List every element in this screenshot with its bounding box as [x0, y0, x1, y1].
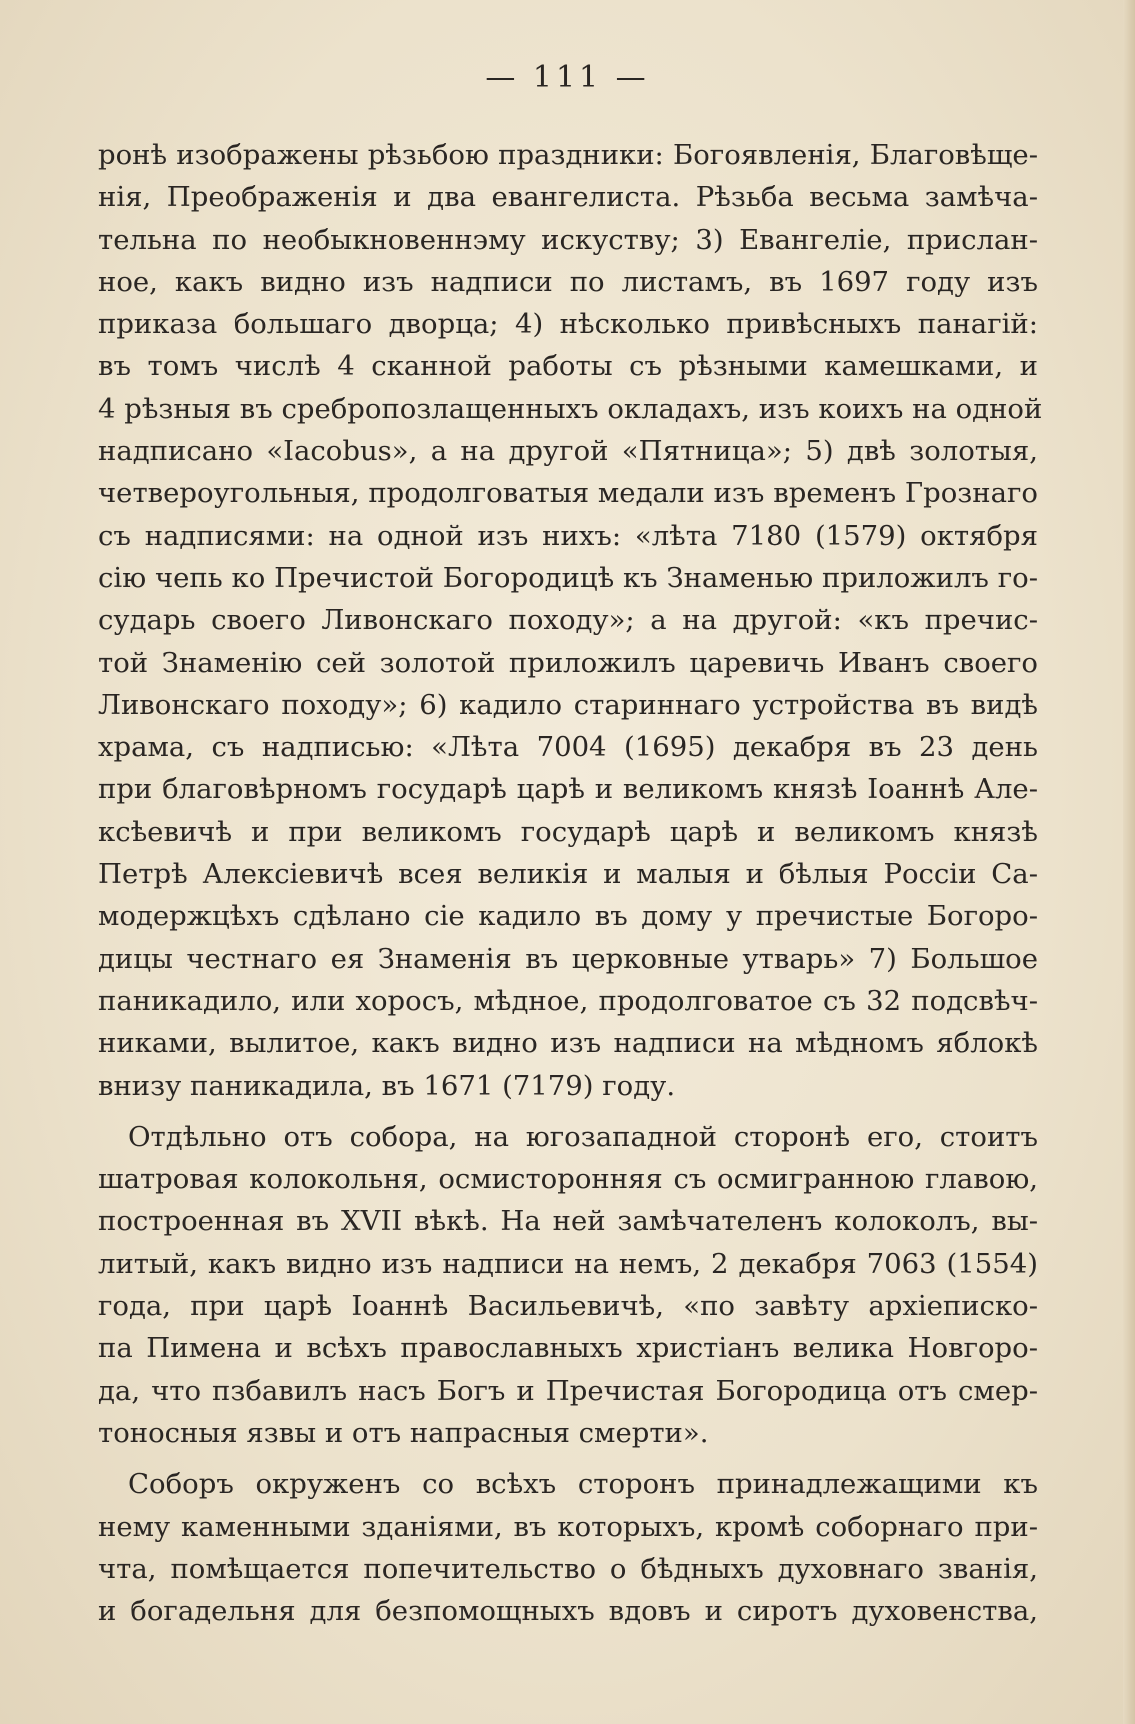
text-line: надписано «Iacobus», а на другой «Пятница»; 5) двѣ золотыя, [98, 435, 1038, 468]
text-line: чта, помѣщается попечительство о бѣдныхъ духовнаго званія, [98, 1552, 1038, 1585]
text-line: ронѣ изображены рѣзьбою праздники: Богоявленія, Благовѣще- [98, 139, 1038, 171]
text-line: храма, съ надписью: «Лѣта 7004 (1695) декабря въ 23 день [98, 731, 1038, 764]
body-text [98, 134, 1043, 1632]
text-line: Ливонскаго походу»; 6) кадило стариннаго устройства въ видѣ [98, 688, 1038, 721]
text-line: нія, Преображенія и два евангелиста. Рѣзьба весьма замѣча- [98, 181, 1038, 214]
text-line: той Знаменію сей золотой приложилъ царевичь Иванъ своего [98, 646, 1038, 679]
paragraph [98, 1463, 1038, 1632]
text-line: шатровая колокольня, осмисторонняя съ осмигранною главою, [98, 1163, 1038, 1196]
text-line: Соборъ окруженъ со всѣхъ сторонъ принадлежащими къ [128, 1468, 1038, 1501]
text-line: Отдѣльно отъ собора, на югозападной сторонѣ его, стоитъ [128, 1120, 1038, 1153]
text-line: литый, какъ видно изъ надписи на немъ, 2 декабря 7063 (1554) [98, 1247, 1038, 1280]
text-line: никами, вылитое, какъ видно изъ надписи на мѣдномъ яблокѣ [98, 1027, 1038, 1060]
text-line: па Пимена и всѣхъ православныхъ христіанъ велика Новгоро- [98, 1332, 1038, 1365]
text-line: 4 рѣзныя въ сребропозлащенныхъ окладахъ, изъ коихъ на одной [98, 392, 1043, 425]
text-line: паникадило, или хоросъ, мѣдное, продолговатое съ 32 подсвѣч- [98, 984, 1038, 1017]
text-line: да, что пзбавилъ насъ Богъ и Пречистая Богородица отъ смер- [98, 1374, 1038, 1407]
text-line: тоносныя язвы и отъ напрасныя смерти». [98, 1416, 709, 1449]
text-line: ксѣевичѣ и при великомъ государѣ царѣ и великомъ князѣ [98, 815, 1038, 848]
text-line: дицы честнаго ея Знаменія въ церковные утварь» 7) Большое [98, 942, 1038, 975]
page-number: — 111 — [485, 60, 650, 95]
page-edge [1123, 0, 1135, 1724]
text-line: въ томъ числѣ 4 сканной работы съ рѣзными камешками, и [98, 350, 1038, 383]
text-line: тельна по необыкновеннэму искуству; 3) Евангеліе, прислан- [98, 223, 1038, 256]
paragraph-gap [98, 1454, 1038, 1463]
paragraph [98, 134, 1043, 1107]
text-line: Петрѣ Алексіевичѣ всея великія и малыя и бѣлыя Россіи Са- [98, 858, 1038, 891]
text-line: съ надписями: на одной изъ нихъ: «лѣта 7180 (1579) октября [98, 519, 1038, 552]
text-line: внизу паникадила, въ 1671 (7179) году. [98, 1069, 676, 1102]
text-line: нему каменными зданіями, въ которыхъ, кромѣ соборнаго при- [98, 1510, 1038, 1543]
text-line: ное, какъ видно изъ надписи по листамъ, въ 1697 году изъ [98, 265, 1038, 298]
text-line: сію чепь ко Пречистой Богородицѣ къ Знаменью приложилъ го- [98, 561, 1038, 594]
text-line: модержцѣхъ сдѣлано сіе кадило въ дому у пречистые Богоро- [98, 900, 1038, 933]
text-line: четвероугольныя, продолговатыя медали изъ временъ Грознаго [98, 477, 1038, 510]
text-line: приказа большаго дворца; 4) нѣсколько привѣсныхъ панагій: [98, 308, 1038, 341]
text-line: и богадельня для безпомощныхъ вдовъ и сиротъ духовенства, [98, 1595, 1038, 1628]
paragraph-gap [98, 1107, 1038, 1116]
paragraph [98, 1116, 1038, 1454]
text-line: при благовѣрномъ государѣ царѣ и великомъ князѣ Іоаннѣ Але- [98, 773, 1038, 806]
text-line: года, при царѣ Іоаннѣ Васильевичѣ, «по завѣту архіеписко- [98, 1290, 1038, 1323]
text-line: сударь своего Ливонскаго походу»; а на другой: «къ пречис- [98, 604, 1038, 637]
text-line: построенная въ XVII вѣкѣ. На ней замѣчателенъ колоколъ, вы- [98, 1205, 1038, 1238]
